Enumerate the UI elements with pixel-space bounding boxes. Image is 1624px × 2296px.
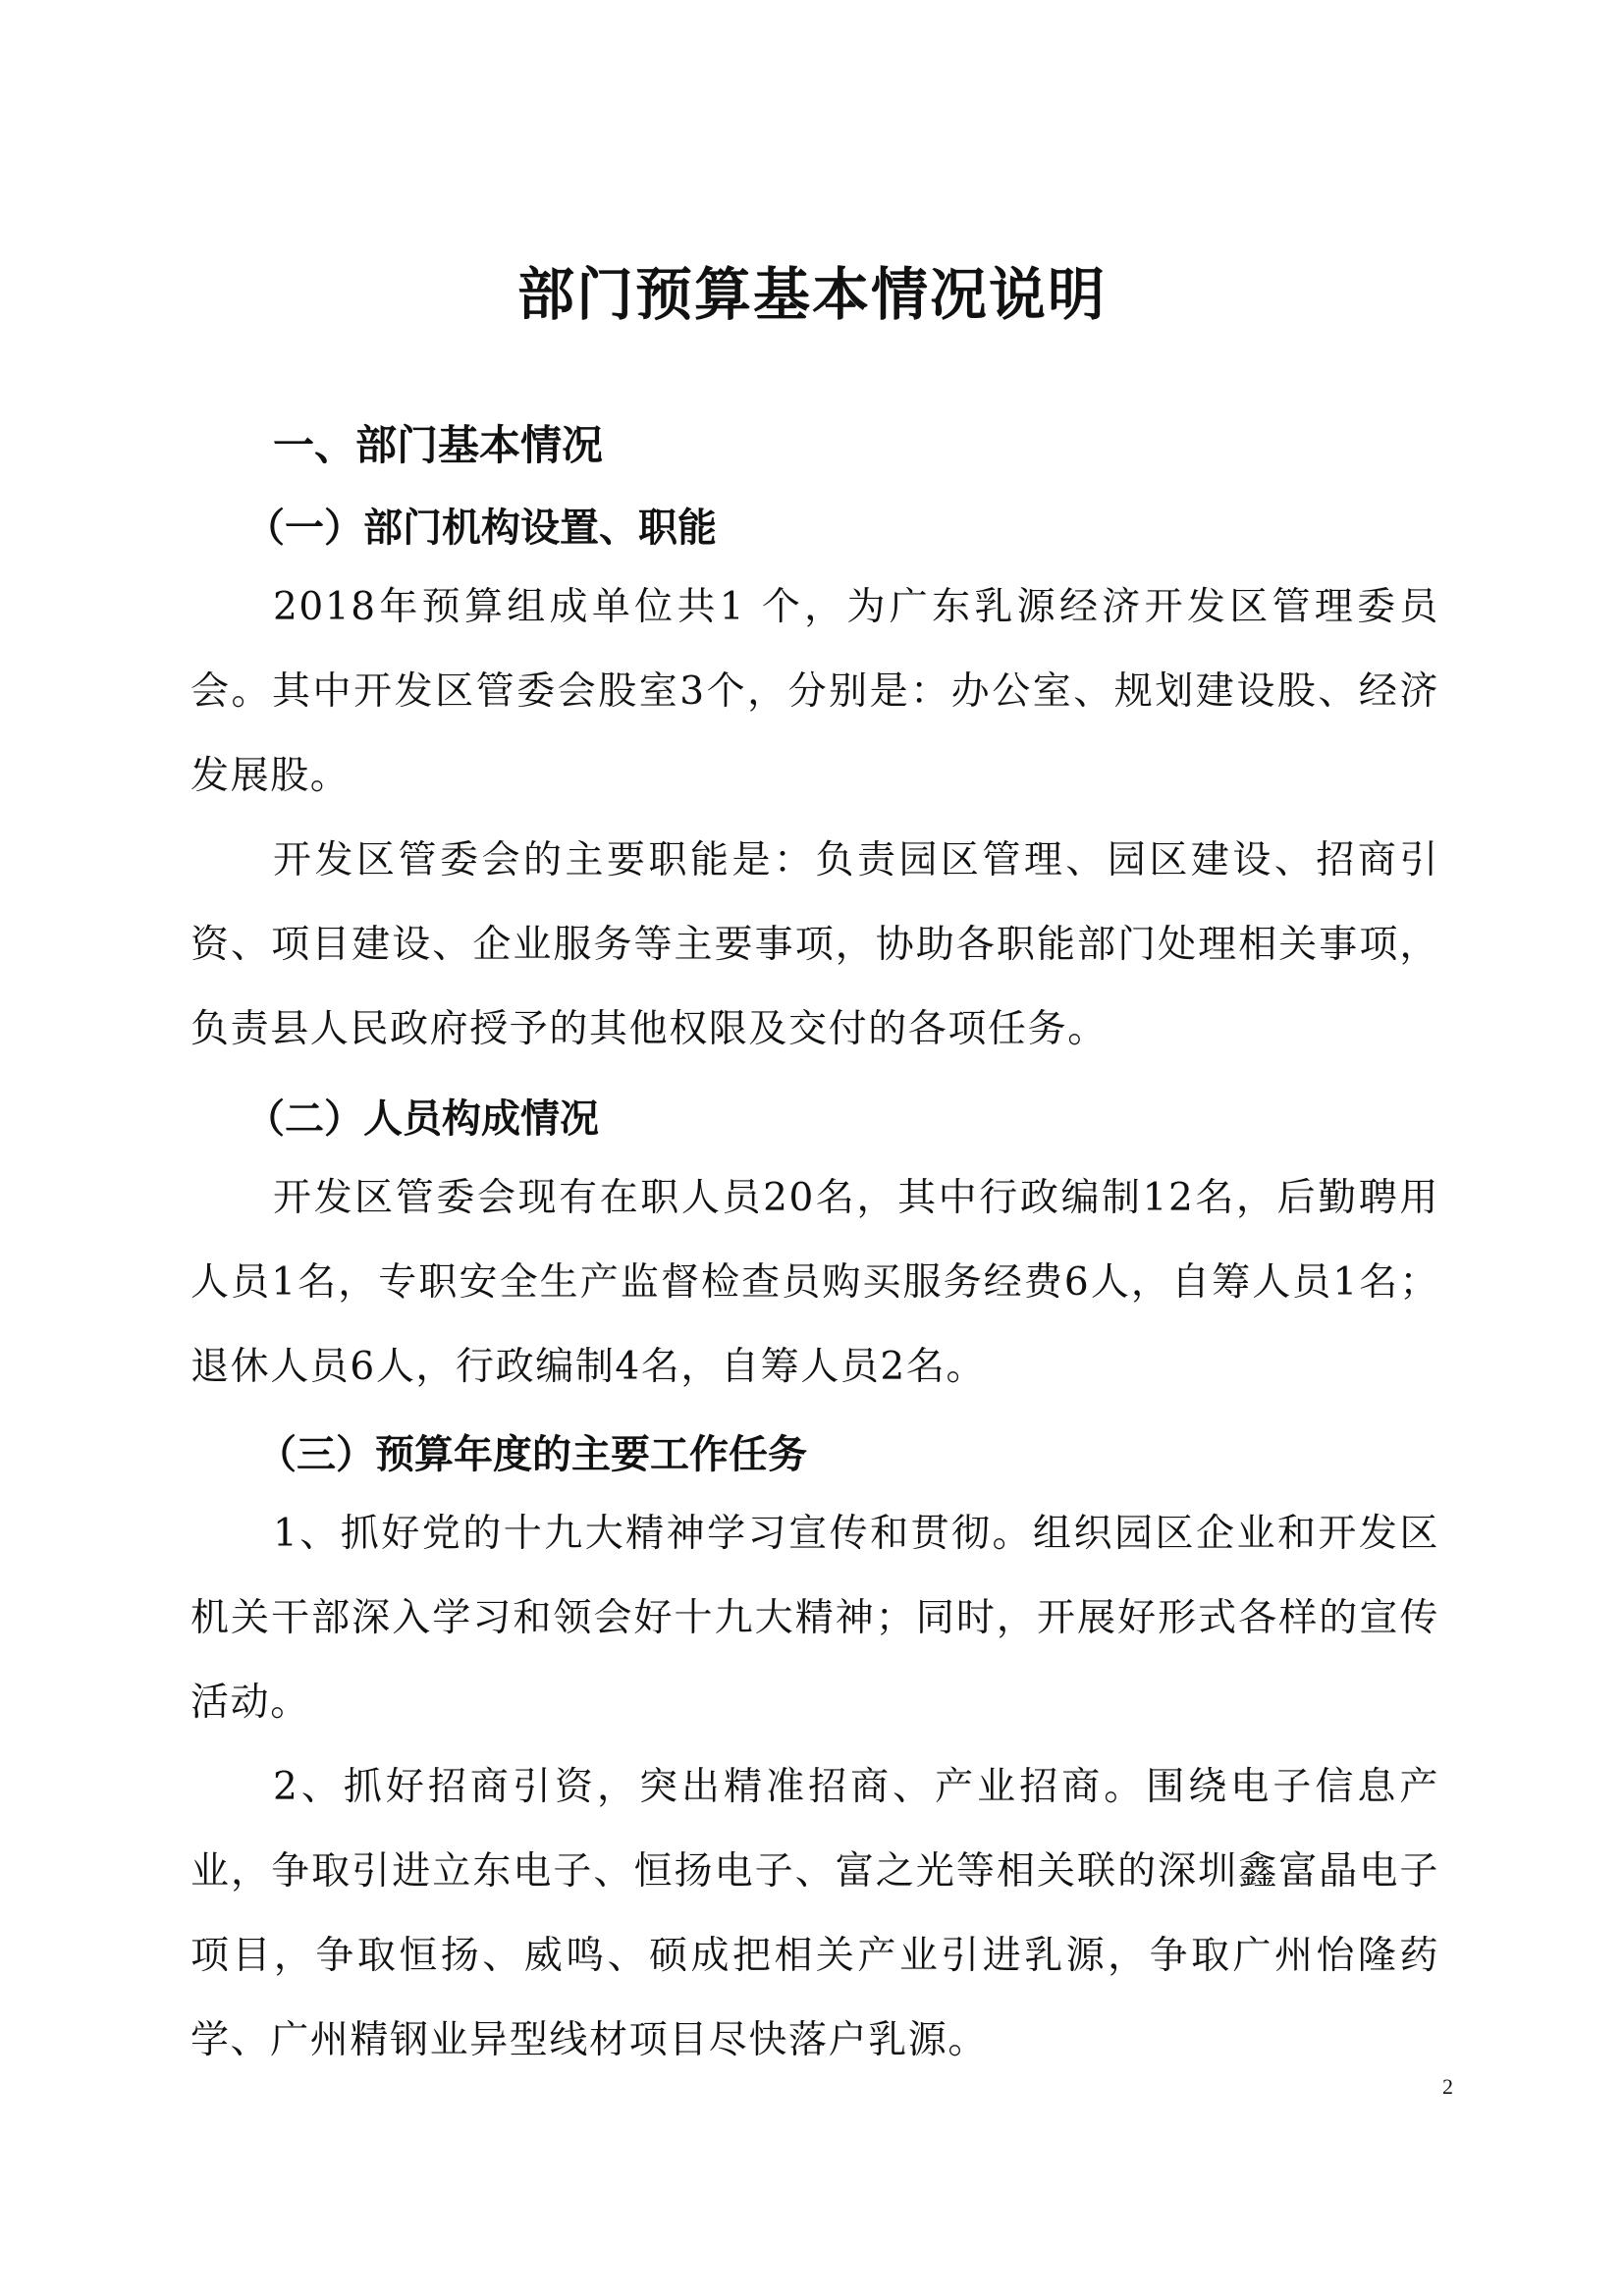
paragraph-main-functions: 开发区管委会的主要职能是：负责园区管理、园区建设、招商引资、项目建设、企业服务等主要事项，协助各职能部门处理相关事项，负责县人民政府授予的其他权限及交付的各项任务。 (190, 838, 1439, 1051)
subsection-heading-organization: （一）部门机构设置、职能 (245, 506, 717, 551)
paragraph-budget-units: 2018年预算组成单位共1 个，为广东乳源经济开发区管理委员会。其中开发区管委会股室3个，分别是：办公室、规划建设股、经济发展股。 (190, 585, 1439, 798)
page-title: 部门预算基本情况说明 (516, 261, 1107, 328)
page-number: 2 (1442, 2074, 1453, 2099)
paragraph-task-1: 1、抓好党的十九大精神学习宣传和贯彻。组织园区企业和开发区机关干部深入学习和领会好十九大精神；同时，开展好形式各样的宣传活动。 (190, 1512, 1439, 1725)
subsection-heading-staffing: （二）人员构成情况 (245, 1096, 599, 1142)
paragraph-staffing: 开发区管委会现有在职人员20名，其中行政编制12名，后勤聘用人员1名，专职安全生产监督检查员购买服务经费6人，自筹人员1名；退休人员6人，行政编制4名，自筹人员2名。 (190, 1176, 1439, 1389)
subsection-heading-work-tasks: （三）预算年度的主要工作任务 (257, 1432, 807, 1477)
section-heading-basic-info: 一、部门基本情况 (273, 421, 604, 469)
paragraph-task-2: 2、抓好招商引资，突出精准招商、产业招商。围绕电子信息产业，争取引进立东电子、恒扬电子、富之光等相关联的深圳鑫富晶电子项目，争取恒扬、威鸣、硕成把相关产业引进乳源，争取广州怡隆药学、广州精钢业异型线材项目尽快落户乳源。 (190, 1765, 1439, 2062)
